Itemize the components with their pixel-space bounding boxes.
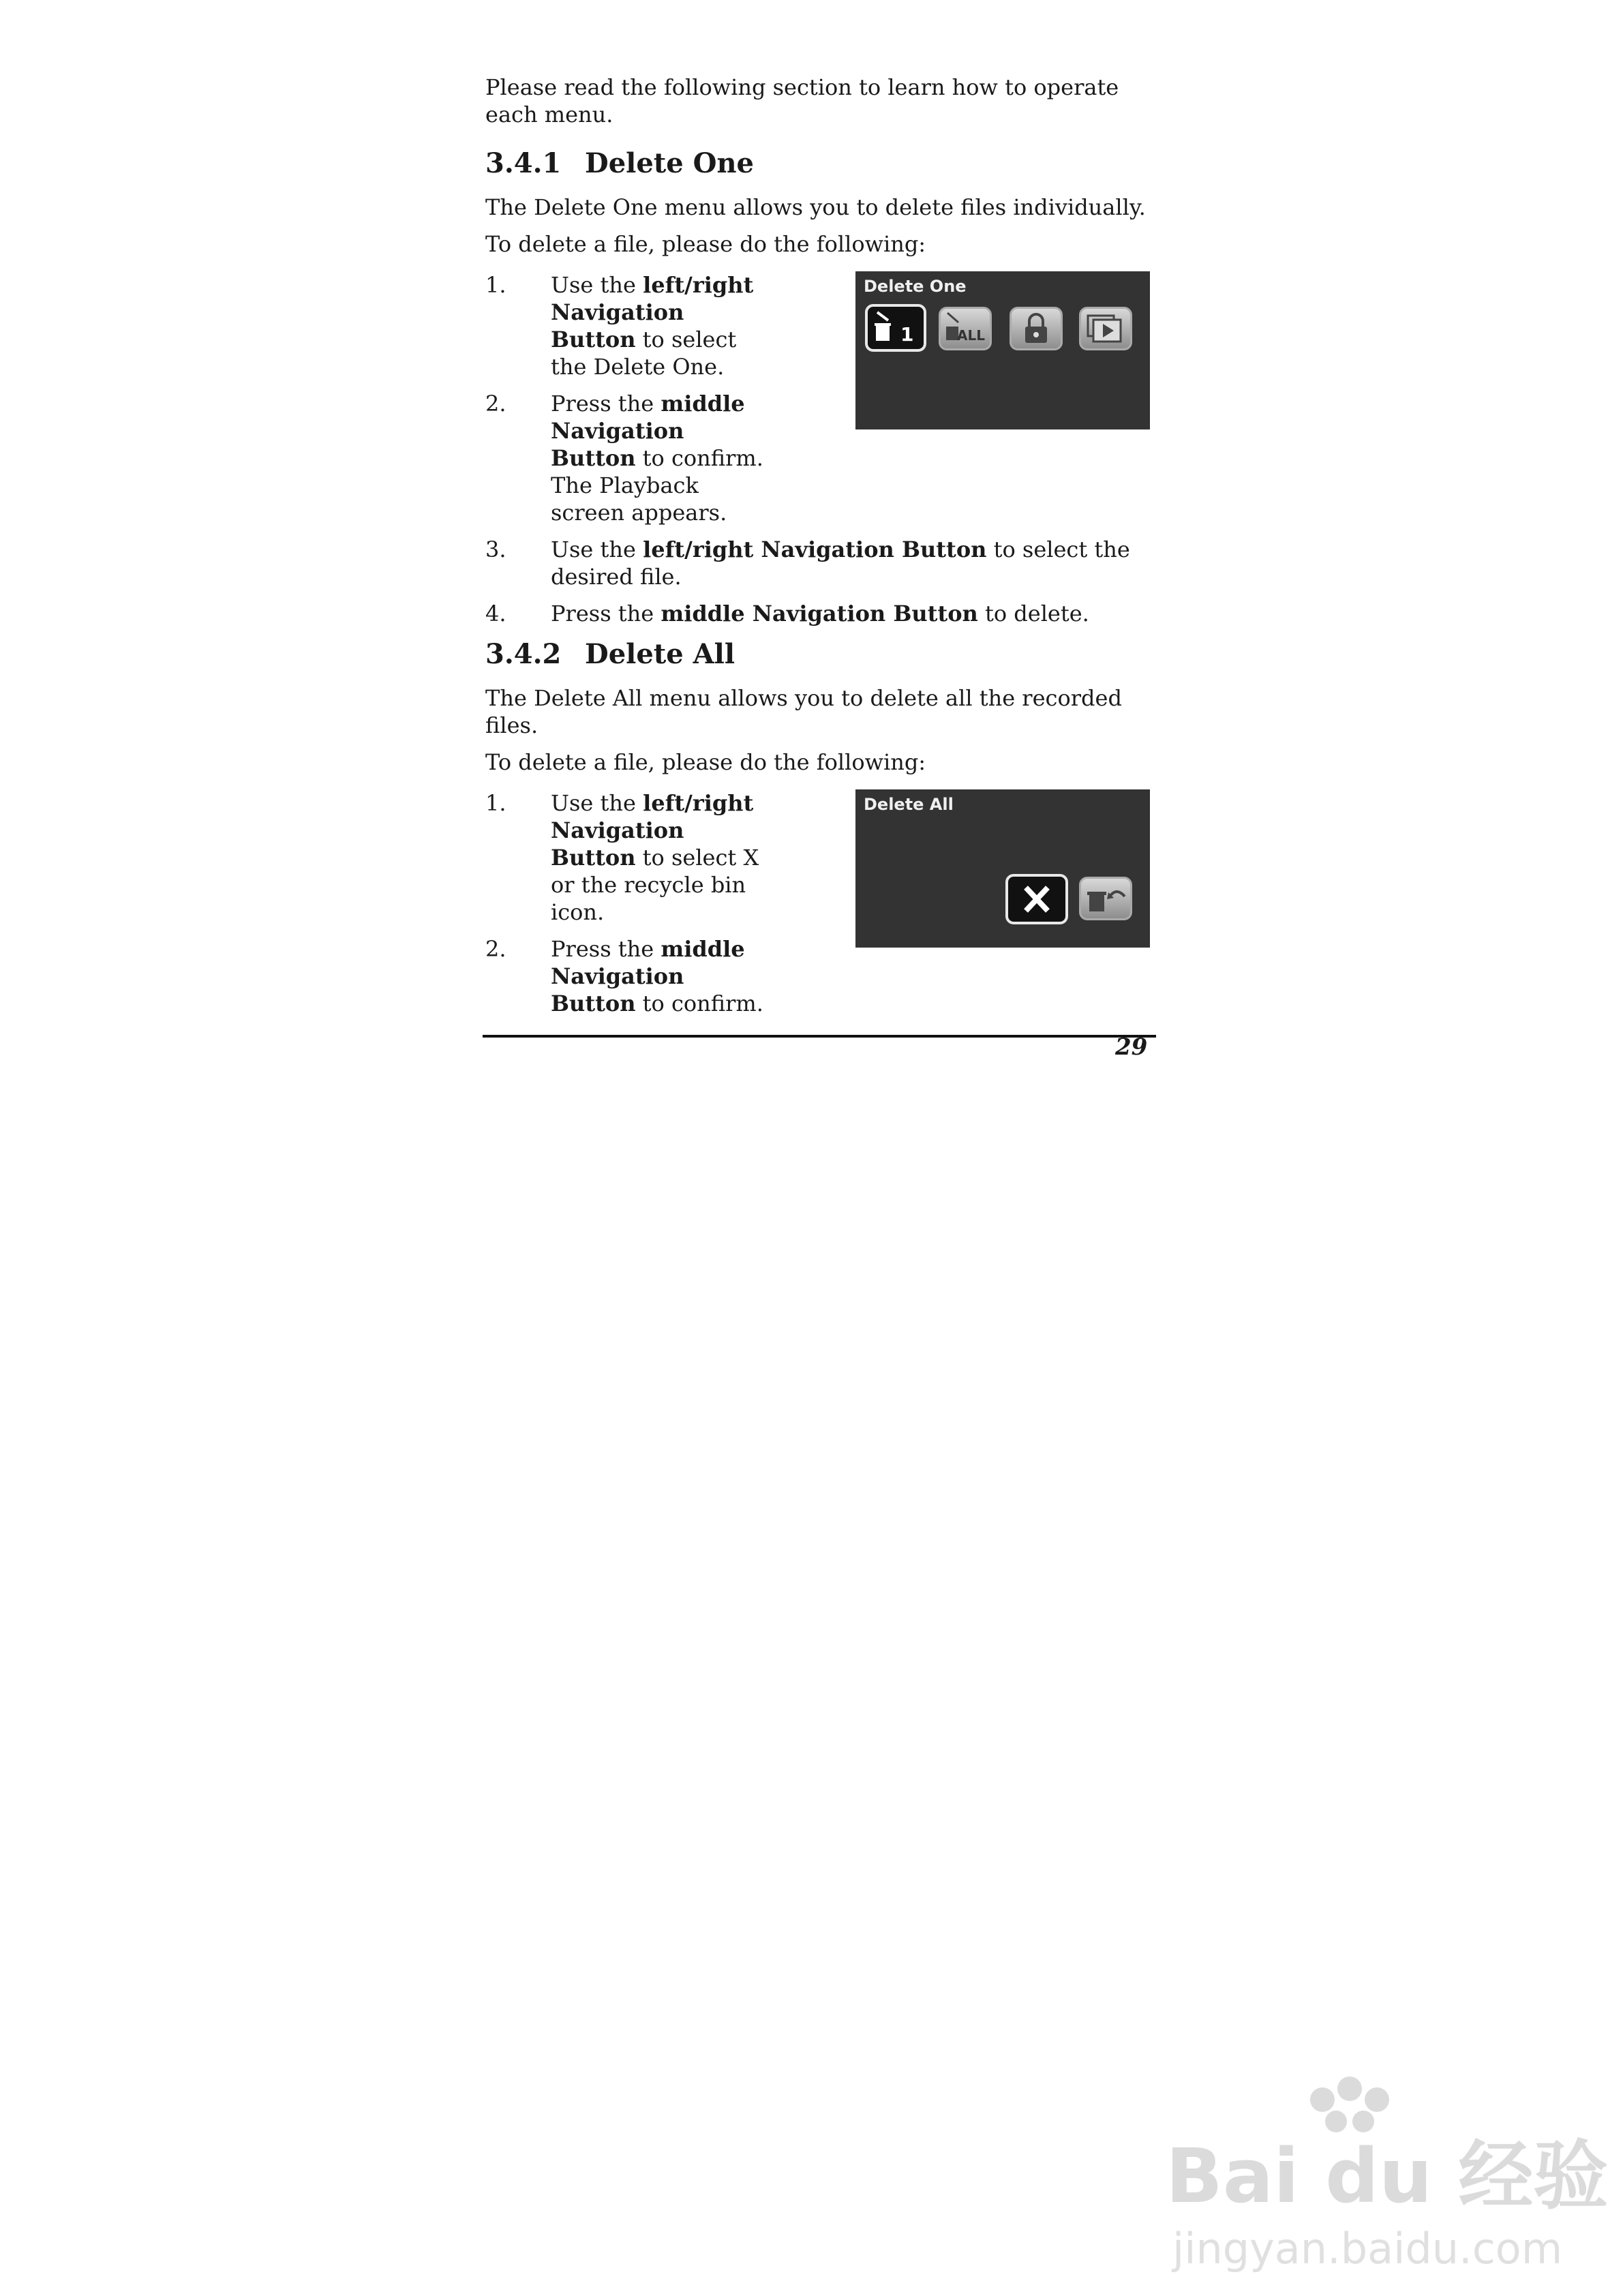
delete-all-icon [939, 307, 992, 350]
page-content [485, 74, 1150, 1027]
section-heading-delete-all [485, 638, 1150, 671]
svg-text:ALL: ALL [957, 327, 985, 344]
section-description: The Delete All menu allows you to delete all the recorded files. [485, 685, 1122, 738]
section-number: 3.4.2 [485, 638, 562, 670]
screen-title: Delete One [864, 277, 967, 296]
steps-list-continued [485, 536, 1150, 627]
steps-list [485, 271, 772, 536]
section-number: 3.4.1 [485, 147, 562, 179]
delete-one-steps-with-screen [485, 271, 1150, 536]
svg-text:1: 1 [900, 323, 914, 346]
section-description: The Delete One menu allows you to delete files individually. [485, 194, 1146, 220]
delete-one-screen [855, 271, 1150, 429]
delete-one-icon [865, 304, 926, 352]
list-item: 2. Press the middle Navigation Button to confirm. The Playback screen appears. [485, 391, 763, 526]
lock-icon [1010, 307, 1063, 350]
watermark-brand: Bai du 经验 [1166, 2132, 1609, 2220]
delete-all-screen [855, 789, 1150, 948]
list-item: 1. Use the left/right Navigation Button to select the Delete One. [485, 272, 754, 380]
section-heading-delete-one [485, 147, 1150, 180]
section-title: Delete One [585, 147, 755, 179]
delete-all-steps-with-screen [485, 789, 1150, 1027]
list-item: 1. Use the left/right Navigation Button to select X or the recycle bin icon. [485, 790, 759, 925]
watermark-url: jingyan.baidu.com [1172, 2224, 1563, 2274]
recycle-bin-icon [1079, 877, 1132, 920]
screen-title: Delete All [864, 795, 954, 814]
section-howto: To delete a file, please do the following: [485, 231, 926, 257]
baidu-watermark-logo [1159, 2072, 1609, 2277]
close-icon [1005, 874, 1068, 924]
list-item: 3. Use the left/right Navigation Button to select the desired file. [485, 537, 1130, 590]
section-title: Delete All [585, 638, 735, 670]
list-item: 4. Press the middle Navigation Button to delete. [485, 601, 1089, 626]
section-howto: To delete a file, please do the following: [485, 749, 926, 775]
page-number: 29 [1115, 1033, 1148, 1061]
footer-rule [483, 1035, 1156, 1038]
slideshow-icon [1079, 307, 1132, 350]
steps-list [485, 789, 772, 1027]
list-item: 2. Press the middle Navigation Button to confirm. [485, 936, 763, 1016]
intro-paragraph: Please read the following section to learn how to operate each menu. [485, 74, 1119, 127]
